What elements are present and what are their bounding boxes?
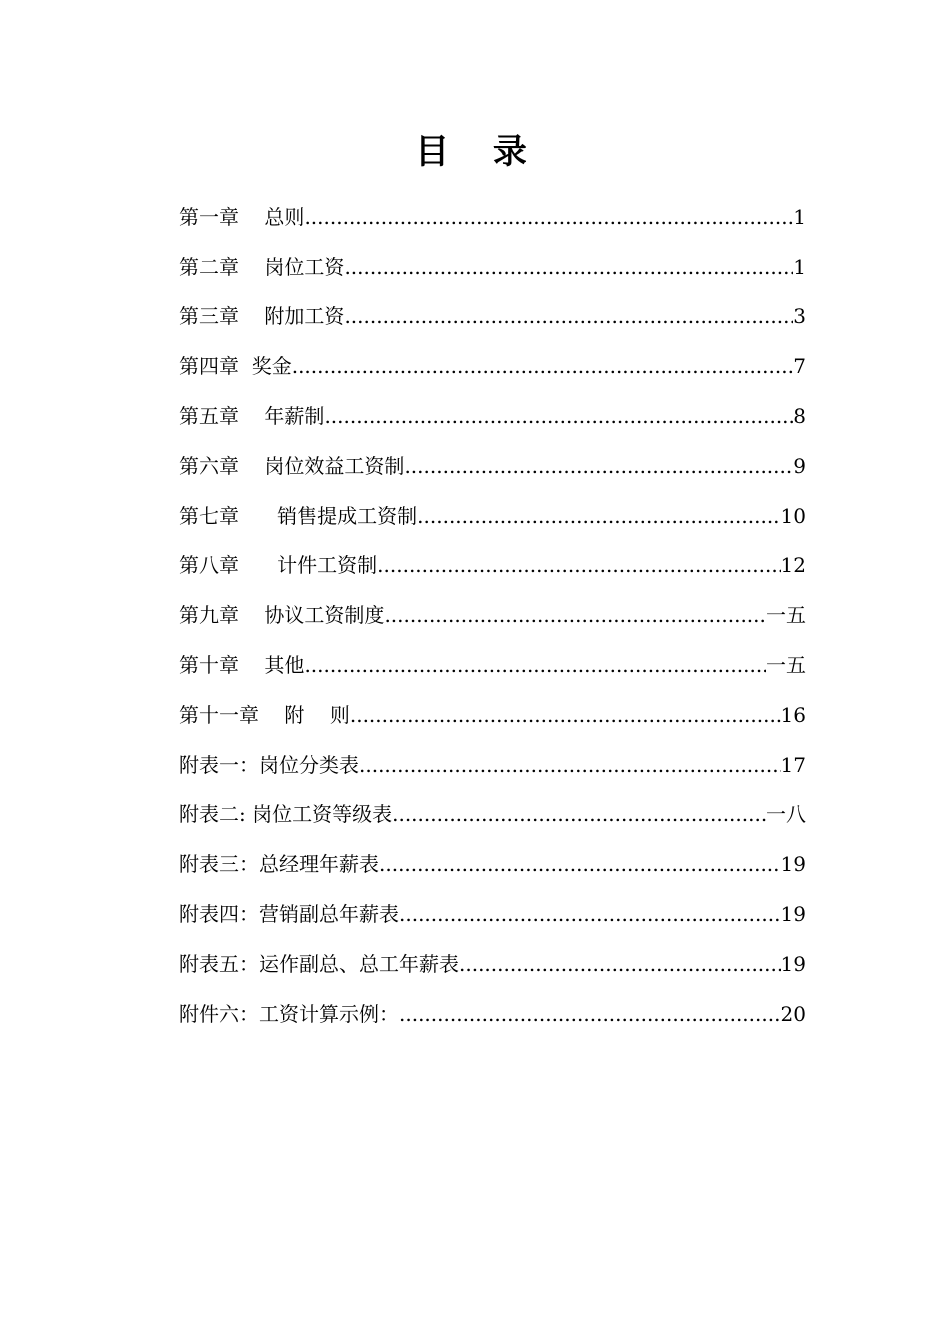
toc-entry-label: 第一章 总则 — [179, 204, 305, 229]
toc-entry[interactable] — [179, 329, 806, 379]
toc-entry-label: 第十章 其他 — [179, 652, 305, 677]
toc-entry-label: 第三章 附加工资 — [179, 304, 345, 329]
toc-entry-page: 7 — [793, 354, 806, 379]
toc-entry-page: 17 — [780, 752, 806, 777]
toc-entry-page: 9 — [793, 453, 806, 478]
toc-entry[interactable] — [179, 379, 806, 429]
toc-entry[interactable] — [179, 827, 806, 877]
toc-leader-dots — [417, 503, 780, 529]
toc-entry[interactable] — [179, 927, 806, 977]
toc-leader-dots — [379, 851, 781, 877]
toc-leader-dots — [404, 453, 793, 479]
toc-entry-page: 19 — [780, 951, 806, 976]
toc-entry[interactable] — [179, 877, 806, 927]
toc-leader-dots — [344, 254, 793, 280]
toc-entry-page: 20 — [780, 1001, 806, 1026]
toc-entry-page: 一五 — [766, 603, 806, 628]
toc-entry-label: 附表五：运作副总、总工年薪表 — [179, 951, 459, 976]
toc-leader-dots — [377, 552, 780, 578]
toc-entry[interactable] — [179, 728, 806, 778]
toc-entry-page: 10 — [780, 503, 806, 528]
toc-entry[interactable] — [179, 678, 806, 728]
toc-entry-page: 一八 — [766, 802, 806, 827]
toc-entry-page: 12 — [780, 553, 806, 578]
toc-leader-dots — [399, 1001, 781, 1027]
toc-entry[interactable] — [179, 479, 806, 529]
toc-entry-label: 第六章 岗位效益工资制 — [179, 453, 405, 478]
toc-entry[interactable] — [179, 628, 806, 678]
toc-entry-label: 第八章 计件工资制 — [179, 553, 378, 578]
toc-entry[interactable] — [179, 280, 806, 330]
toc-entry[interactable] — [179, 778, 806, 828]
toc-title: 目 录 — [415, 132, 543, 172]
toc-leader-dots — [384, 602, 766, 628]
toc-entry-page: 3 — [793, 304, 806, 329]
toc-leader-dots — [324, 403, 793, 429]
toc-entry-page: 19 — [780, 901, 806, 926]
toc-entry-label: 第十一章 附 则 — [179, 702, 350, 727]
toc-leader-dots — [350, 702, 781, 728]
toc-entry[interactable] — [179, 578, 806, 628]
toc-entry[interactable] — [179, 529, 806, 579]
toc-entry-page: 一五 — [766, 652, 806, 677]
toc-entry-label: 第二章 岗位工资 — [179, 254, 345, 279]
toc-entry-label: 第五章 年薪制 — [179, 403, 325, 428]
toc-entry[interactable] — [179, 977, 806, 1027]
toc-entry-label: 第九章 协议工资制度 — [179, 603, 385, 628]
toc-entry[interactable] — [179, 429, 806, 479]
toc-entry-label: 第四章 奖金 — [179, 354, 292, 379]
toc-list — [179, 180, 806, 1027]
toc-entry[interactable] — [179, 230, 806, 280]
toc-entry-label: 附表一：岗位分类表 — [179, 752, 359, 777]
toc-leader-dots — [392, 801, 766, 827]
toc-entry-page: 1 — [793, 204, 806, 229]
toc-entry-label: 附表四：营销副总年薪表 — [179, 901, 399, 926]
toc-leader-dots — [304, 204, 793, 230]
toc-entry-label: 附表三：总经理年薪表 — [179, 852, 379, 877]
toc-entry[interactable] — [179, 180, 806, 230]
toc-entry-label: 第七章 销售提成工资制 — [179, 503, 418, 528]
toc-entry-page: 1 — [793, 254, 806, 279]
toc-entry-label: 附件六：工资计算示例： — [179, 1001, 399, 1026]
toc-leader-dots — [304, 652, 766, 678]
toc-entry-page: 16 — [780, 702, 806, 727]
toc-leader-dots — [359, 752, 781, 778]
toc-leader-dots — [344, 303, 793, 329]
toc-entry-label: 附表二: 岗位工资等级表 — [179, 802, 393, 827]
toc-leader-dots — [459, 951, 781, 977]
toc-entry-page: 19 — [780, 852, 806, 877]
toc-leader-dots — [292, 353, 794, 379]
toc-leader-dots — [399, 901, 781, 927]
toc-entry-page: 8 — [793, 403, 806, 428]
